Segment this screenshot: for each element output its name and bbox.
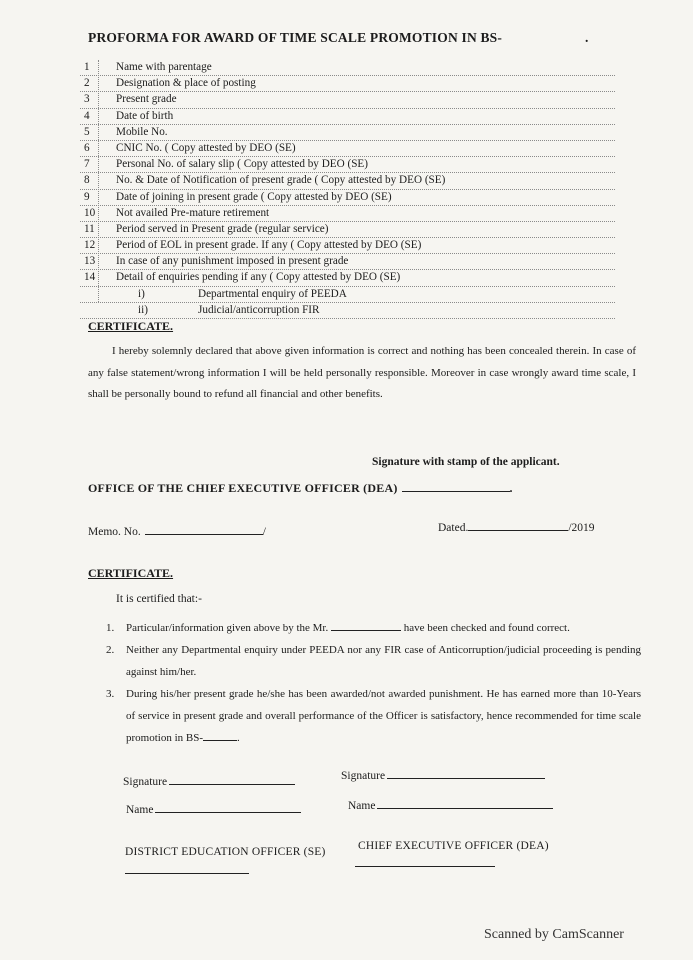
- item-text: During his/her present grade he/she has been awarded/not awarded punishment. He has earned more than 10-Years of service in present grade and overall performance of the Officer is satisfactory, hence recommended for time scale promotion in BS-: [126, 688, 641, 744]
- subrow-number: ii): [138, 303, 148, 316]
- title-dot: .: [585, 30, 589, 45]
- item-number: 1.: [106, 622, 115, 634]
- signature-blank-line: [387, 778, 545, 779]
- item-number: 3.: [106, 688, 115, 700]
- list-item: [106, 639, 641, 683]
- row-label: Date of joining in present grade ( Copy attested by DEO (SE): [116, 190, 392, 203]
- row-label: In case of any punishment imposed in present grade: [116, 255, 349, 268]
- dated-year: /2019: [568, 522, 595, 534]
- table-subrow: [80, 287, 615, 303]
- table-row: [80, 222, 615, 238]
- memo-suffix: /: [262, 526, 266, 538]
- certificate-heading-applicant: CERTIFICATE.: [88, 319, 174, 333]
- table-row: [80, 206, 615, 222]
- table-row: [80, 109, 615, 125]
- table-row: [80, 190, 615, 206]
- row-label: Mobile No.: [116, 125, 168, 138]
- name-blank-line: [331, 630, 401, 631]
- item-text: Particular/information given above by the Mr.: [126, 622, 329, 634]
- deo-signature-field: [123, 776, 295, 788]
- item-text-end: have been checked and found correct.: [403, 622, 570, 634]
- item-text: Neither any Departmental enquiry under PEEDA nor any FIR case of Anticorruption/judicial proceeding is pending against him/her.: [126, 644, 641, 678]
- row-label: Designation & place of posting: [116, 77, 256, 90]
- row-number: 11: [84, 222, 95, 235]
- particulars-table: [80, 60, 615, 319]
- dated-label: Dated.: [438, 522, 469, 534]
- deo-designation: DISTRICT EDUCATION OFFICER (SE): [125, 846, 326, 858]
- item-text-end: .: [237, 732, 240, 744]
- signature-label: Signature: [123, 776, 168, 788]
- row-number: 7: [84, 158, 90, 171]
- row-label: Period of EOL in present grade. If any ( Copy attested by DEO (SE): [116, 239, 422, 252]
- office-blank-line: [402, 491, 510, 492]
- row-number: 9: [84, 190, 90, 203]
- memo-number-field: [88, 526, 266, 538]
- document-title: [88, 30, 589, 46]
- dated-blank-line: [468, 530, 568, 531]
- applicant-declaration: I hereby solemnly declared that above given information is correct and nothing has been concealed therein. In case of any false statement/wrong information I will be held personally responsible. Moreover in case wrongly award time scale, I shall be personally bound to refund all financial and other benefits.: [88, 345, 636, 400]
- signature-blank-line: [169, 784, 295, 785]
- certification-list: [106, 617, 641, 749]
- name-label: Name: [348, 800, 376, 812]
- row-number: 2: [84, 77, 90, 90]
- office-suffix: .: [509, 481, 513, 495]
- row-label: Not availed Pre-mature retirement: [116, 206, 270, 219]
- applicant-signature-label: Signature with stamp of the applicant.: [372, 456, 560, 468]
- grade-blank-line: [203, 740, 237, 741]
- row-label: Present grade: [116, 93, 177, 106]
- ceo-name-field: [348, 800, 553, 812]
- subrow-label: Judicial/anticorruption FIR: [198, 303, 320, 316]
- row-number: 5: [84, 125, 90, 138]
- row-label: No. & Date of Notification of present grade ( Copy attested by DEO (SE): [116, 174, 446, 187]
- ceo-designation: CHIEF EXECUTIVE OFFICER (DEA): [358, 840, 549, 852]
- office-label: OFFICE OF THE CHIEF EXECUTIVE OFFICER (DEA): [88, 481, 398, 495]
- signature-label: Signature: [341, 770, 386, 782]
- certificate-heading-office: CERTIFICATE.: [88, 566, 174, 580]
- name-blank-line: [155, 812, 301, 813]
- name-label: Name: [126, 804, 154, 816]
- table-row: [80, 60, 615, 76]
- name-blank-line: [377, 808, 553, 809]
- row-number: 4: [84, 109, 90, 122]
- table-row: [80, 125, 615, 141]
- table-row: [80, 157, 615, 173]
- office-heading: [88, 481, 513, 496]
- table-subrow: [80, 303, 615, 319]
- ceo-stamp-line: [355, 866, 495, 867]
- subrow-label: Departmental enquiry of PEEDA: [198, 287, 347, 300]
- row-label: Personal No. of salary slip ( Copy attested by DEO (SE): [116, 158, 368, 171]
- row-label: Name with parentage: [116, 61, 212, 73]
- row-number: 6: [84, 141, 90, 154]
- dated-field: [438, 522, 595, 534]
- table-row: [80, 92, 615, 108]
- row-label: CNIC No. ( Copy attested by DEO (SE): [116, 141, 296, 154]
- table-row: [80, 270, 615, 286]
- row-label: Period served in Present grade (regular service): [116, 222, 329, 235]
- title-text: PROFORMA FOR AWARD OF TIME SCALE PROMOTION IN BS-: [88, 30, 503, 45]
- item-number: 2.: [106, 644, 115, 656]
- list-item: [106, 683, 641, 749]
- list-item: [106, 617, 641, 639]
- memo-blank-line: [145, 534, 263, 535]
- row-label: Date of birth: [116, 109, 174, 122]
- table-row: [80, 254, 615, 270]
- certified-intro: It is certified that:-: [116, 593, 202, 605]
- row-number: 1: [84, 61, 90, 73]
- ceo-signature-field: [341, 770, 545, 782]
- deo-name-field: [126, 804, 301, 816]
- memo-label: Memo. No.: [88, 526, 141, 538]
- row-number: 12: [84, 239, 96, 252]
- table-row: [80, 238, 615, 254]
- table-row: [80, 76, 615, 92]
- deo-stamp-line: [125, 873, 249, 874]
- row-number: 8: [84, 174, 90, 187]
- table-row: [80, 141, 615, 157]
- subrow-number: i): [138, 287, 145, 300]
- row-number: 14: [84, 271, 96, 284]
- row-number: 3: [84, 93, 90, 106]
- table-row: [80, 173, 615, 189]
- row-number: 13: [84, 255, 96, 268]
- row-number: 10: [84, 206, 96, 219]
- scanner-watermark: Scanned by CamScanner: [484, 927, 624, 942]
- row-label: Detail of enquiries pending if any ( Copy attested by DEO (SE): [116, 271, 401, 284]
